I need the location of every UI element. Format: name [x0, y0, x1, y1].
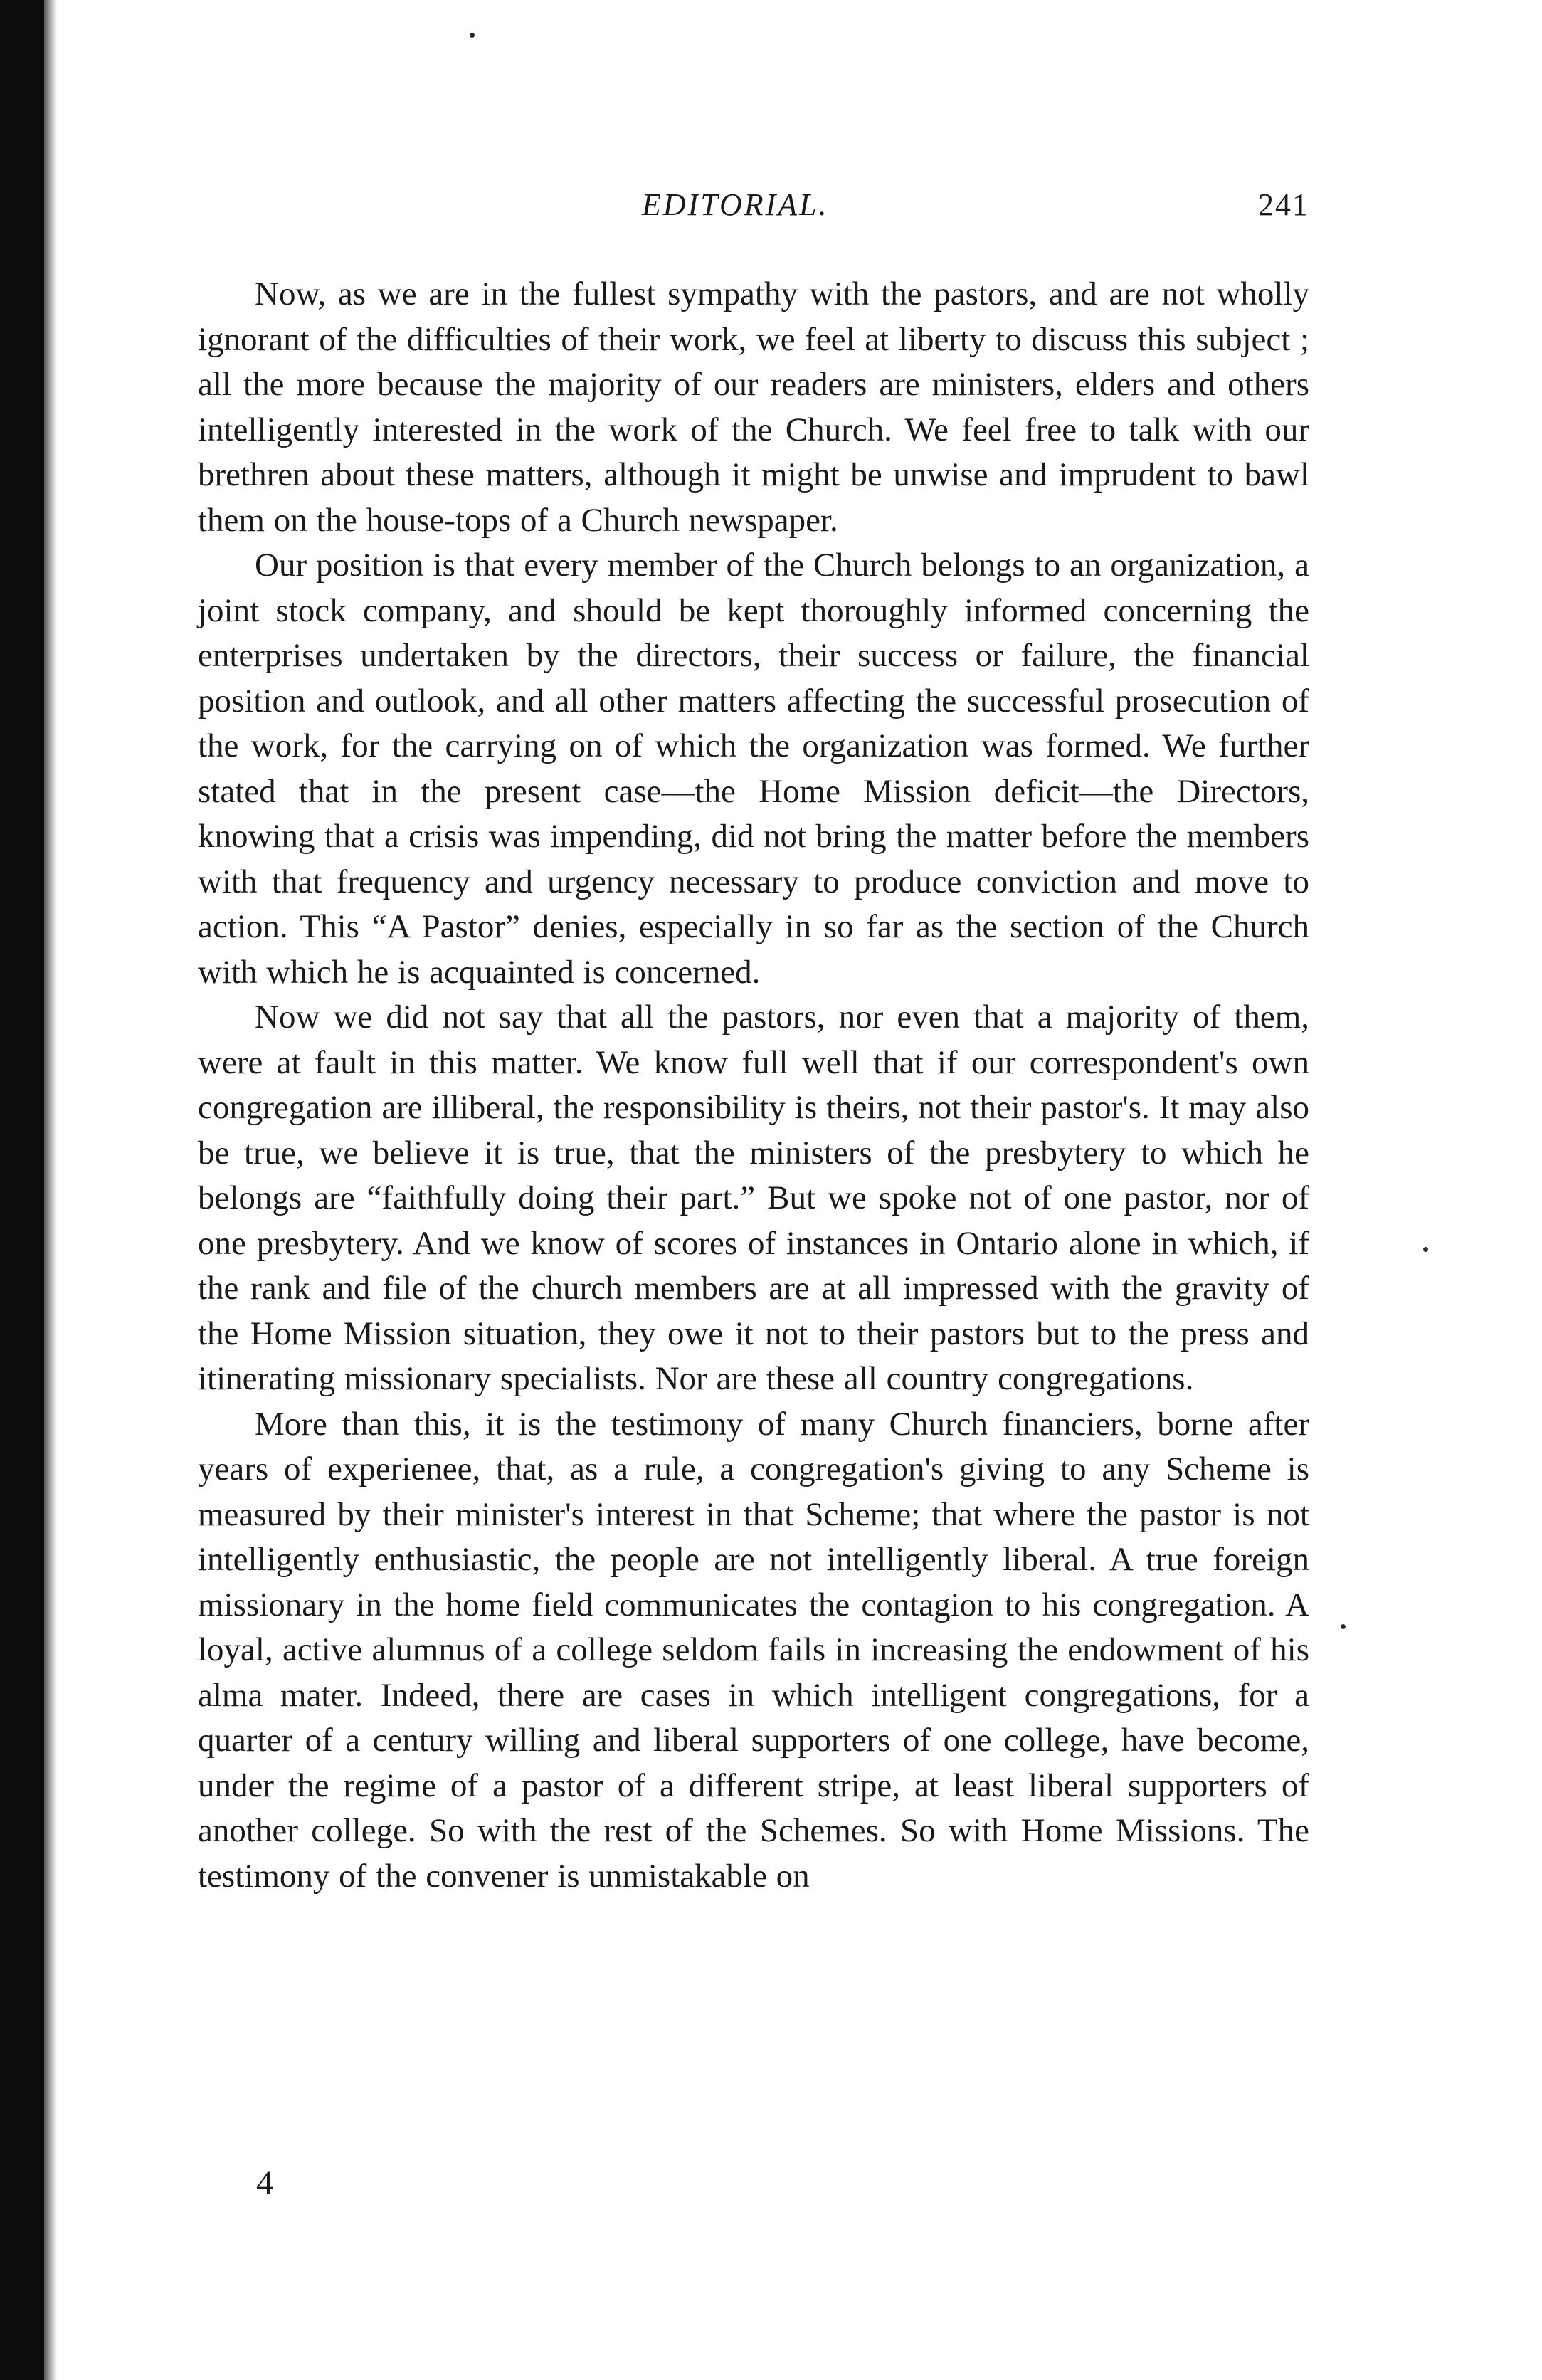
paragraph-4: More than this, it is the testimony of many Church financiers, borne after years of experienee, that, as a rule, a congregation's giving to any Scheme is measured by their minister's interest in that Scheme; that where the pastor is not intelligently enthusiastic, the people are not intelligently liberal. A true foreign missionary in the home field communicates the contagion to his congregation. A loyal, active alumnus of a college seldom fails in increasing the endowment of his alma mater. Indeed, there are cases in which intelligent congregations, for a quarter of a century willing and liberal supporters of one college, have become, under the regime of a pastor of a different stripe, at least liberal supporters of another college. So with the rest of the Schemes. So with Home Missions. The testimony of the convener is unmistakable on — [198, 1405, 1309, 1895]
page-number: 241 — [1258, 187, 1309, 222]
editorial-body — [198, 272, 1309, 1899]
page-header — [199, 186, 1309, 236]
signature-mark: 4 — [256, 2164, 273, 2202]
running-title: EDITORIAL. — [642, 187, 829, 222]
print-speck — [1423, 1247, 1428, 1252]
print-speck — [470, 33, 475, 38]
paragraph-2: Our position is that every member of the Church belongs to an organization, a joint stock company, and should be kept thoroughly informed concerning the enterprises undertaken by the directors, their success or failure, the financial position and outlook, and all other matters affecting the successful prosecution of the work, for the carrying on of which the organization was formed. We further stated that in the present case—the Home Mission deficit—the Directors, knowing that a crisis was impending, did not bring the matter before the members with that frequency and urgency necessary to produce conviction and move to action. This “A Pastor” denies, especially in so far as the section of the Church with which he is acquainted is concerned. — [198, 547, 1309, 991]
paragraph-1: Now, as we are in the fullest sympathy with the pastors, and are not wholly ignorant of the difficulties of their work, we feel at liberty to discuss this subject ; all the more because the majority of our readers are ministers, elders and others intelligently interested in the work of the Church. We feel free to talk with our brethren about these matters, although it might be unwise and imprudent to bawl them on the house-tops of a Church newspaper. — [198, 275, 1309, 539]
paragraph-3: Now we did not say that all the pastors, nor even that a majority of them, were at fault in this matter. We know full well that if our correspondent's own congregation are illiberal, the responsibility is theirs, not their pastor's. It may also be true, we believe it is true, that the ministers of the presbytery to which he belongs are “faithfully doing their part.” But we spoke not of one pastor, nor of one presbytery. And we know of scores of instances in Ontario alone in which, if the rank and file of the church members are at all impressed with the gravity of the Home Mission situation, they owe it not to their pastors but to the press and itinerating missionary specialists. Nor are these all country congregations. — [198, 999, 1309, 1397]
print-speck — [1341, 1624, 1346, 1629]
page-binding-edge — [0, 0, 44, 2380]
page-binding-shadow — [44, 0, 57, 2380]
